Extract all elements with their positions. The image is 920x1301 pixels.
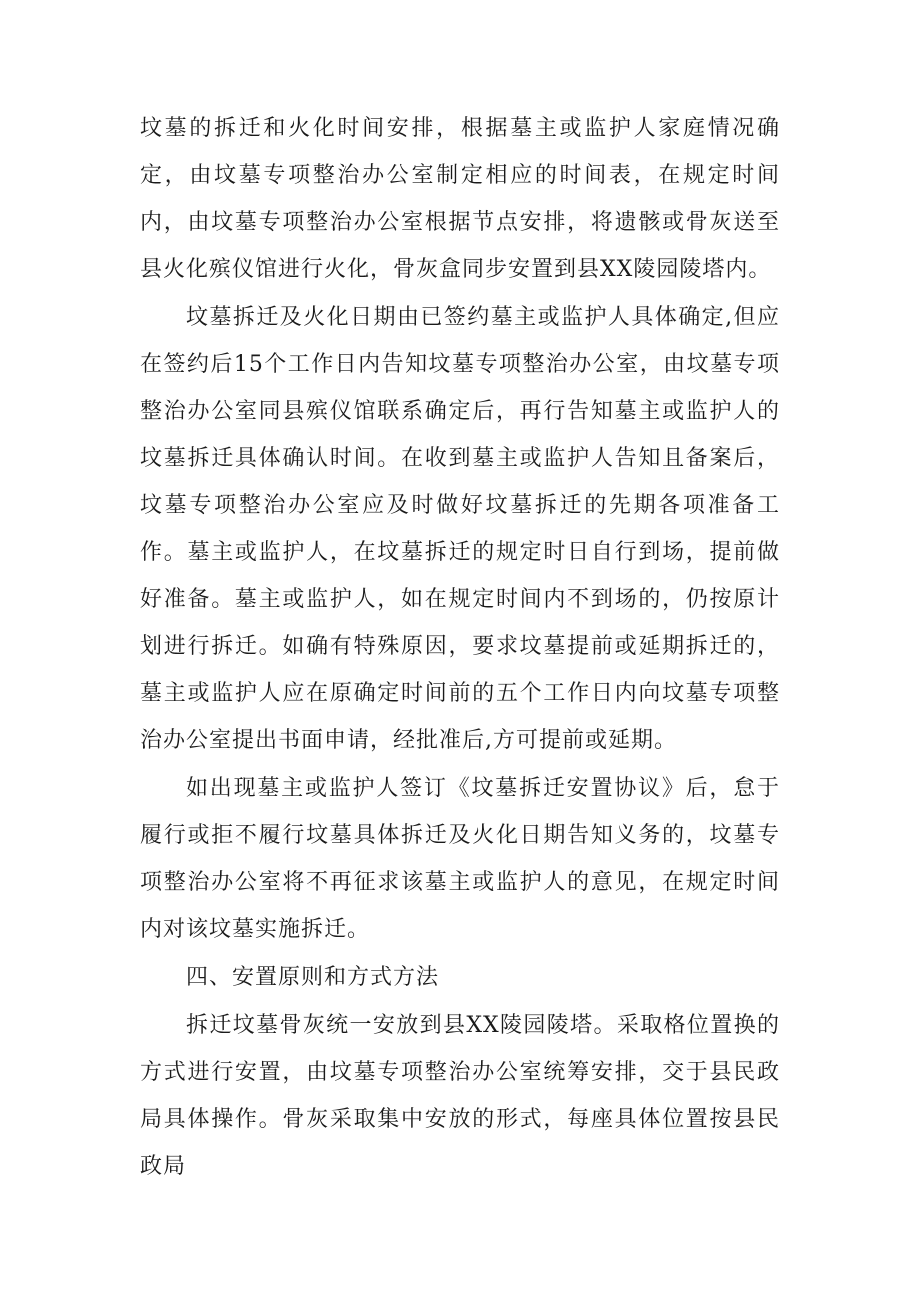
paragraph-1: 坟墓的拆迁和火化时间安排，根据墓主或监护人家庭情况确定，由坟墓专项整治办公室制定相应的时间表，在规定时间内，由坟墓专项整治办公室根据节点安排，将遗骸或骨灰送至县火化殡仪馆进行火化，骨灰盒同步安置到县XX陵园陵塔内。 bbox=[140, 116, 780, 282]
section-heading: 四、安置原则和方式方法 bbox=[186, 965, 440, 990]
section-paragraph: 拆迁坟墓骨灰统一安放到县XX陵园陵塔。采取格位置换的方式进行安置，由坟墓专项整治办公室统筹安排，交于县民政局具体操作。骨灰采取集中安放的形式，每座具体位置按县民政局 bbox=[140, 1013, 780, 1179]
paragraph-2: 坟墓拆迁及火化日期由已签约墓主或监护人具体确定,但应在签约后15个工作日内告知坟墓专项整治办公室，由坟墓专项整治办公室同县殡仪馆联系确定后，再行告知墓主或监护人的坟墓拆迁具体确认时间。在收到墓主或监护人告知且备案后，坟墓专项整治办公室应及时做好坟墓拆迁的先期各项准备工作。墓主或监护人，在坟墓拆迁的规定时日自行到场，提前做好准备。墓主或监护人，如在规定时间内不到场的，仍按原计划进行拆迁。如确有特殊原因，要求坟墓提前或延期拆迁的，墓主或监护人应在原确定时间前的五个工作日内向坟墓专项整治办公室提出书面申请，经批准后,方可提前或延期。 bbox=[140, 305, 780, 753]
document-body bbox=[140, 105, 780, 1191]
paragraph-3: 如出现墓主或监护人签订《坟墓拆迁安置协议》后，怠于履行或拒不履行坟墓具体拆迁及火化日期告知义务的，坟墓专项整治办公室将不再征求该墓主或监护人的意见，在规定时间内对该坟墓实施拆迁。 bbox=[140, 776, 780, 942]
